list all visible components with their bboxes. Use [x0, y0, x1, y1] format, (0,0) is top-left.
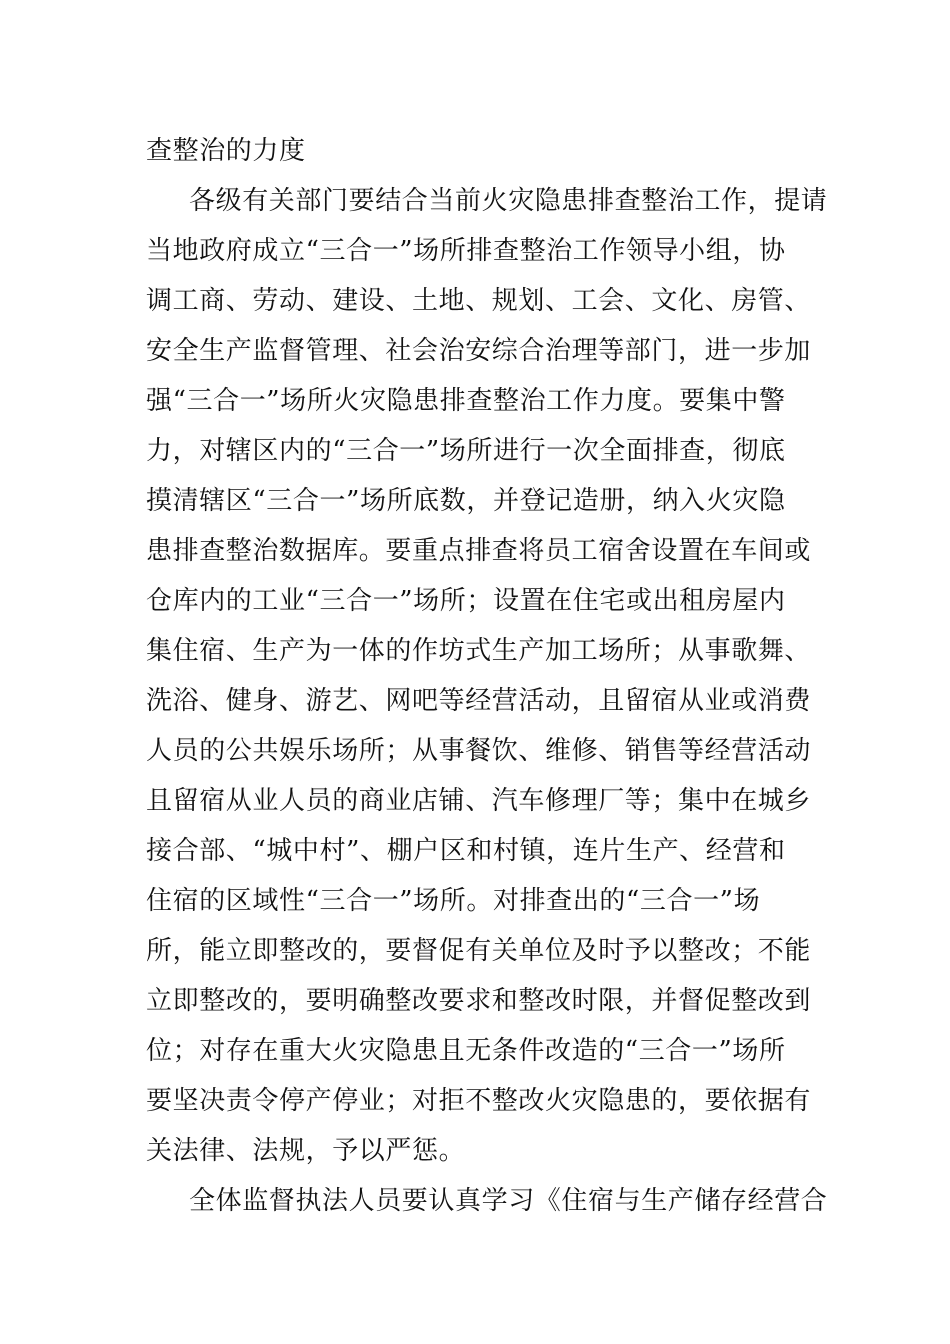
- text-line: 力，对辖区内的“三合一”场所进行一次全面排查，彻底: [146, 436, 786, 466]
- text-line: 调工商、劳动、建设、土地、规划、工会、文化、房管、: [146, 286, 812, 316]
- text-line: 位；对存在重大火灾隐患且无条件改造的“三合一”场所: [146, 1036, 786, 1066]
- text-line: 要坚决责令停产停业；对拒不整改火灾隐患的，要依据有: [146, 1086, 812, 1116]
- text-line: 住宿的区域性“三合一”场所。对排查出的“三合一”场: [146, 886, 761, 916]
- text-line: 且留宿从业人员的商业店铺、汽车修理厂等；集中在城乡: [146, 786, 812, 816]
- text-line: 仓库内的工业“三合一”场所；设置在住宅或出租房屋内: [146, 586, 786, 616]
- text-line: 摸清辖区“三合一”场所底数，并登记造册，纳入火灾隐: [146, 486, 786, 516]
- text-line: 强“三合一”场所火灾隐患排查整治工作力度。要集中警: [146, 386, 786, 416]
- text-line: 立即整改的，要明确整改要求和整改时限，并督促整改到: [146, 986, 812, 1016]
- body-text: [146, 126, 828, 1226]
- text-line: 患排查整治数据库。要重点排查将员工宿舍设置在车间或: [146, 536, 812, 566]
- text-line: 所，能立即整改的，要督促有关单位及时予以整改；不能: [146, 936, 812, 966]
- paragraph-first-line: 各级有关部门要结合当前火灾隐患排查整治工作，提请: [189, 186, 828, 216]
- text-line: 当地政府成立“三合一”场所排查整治工作领导小组，协: [146, 236, 786, 266]
- paragraph-first-line: 全体监督执法人员要认真学习《住宿与生产储存经营合: [189, 1186, 828, 1216]
- text-line: 集住宿、生产为一体的作坊式生产加工场所；从事歌舞、: [146, 636, 812, 666]
- text-line: 查整治的力度: [146, 136, 306, 166]
- text-line: 关法律、法规，予以严惩。: [146, 1136, 466, 1166]
- text-line: 洗浴、健身、游艺、网吧等经营活动，且留宿从业或消费: [146, 686, 812, 716]
- text-line: 接合部、“城中村”、棚户区和村镇，连片生产、经营和: [146, 836, 786, 866]
- text-line: 人员的公共娱乐场所；从事餐饮、维修、销售等经营活动: [146, 736, 812, 766]
- text-line: 安全生产监督管理、社会治安综合治理等部门，进一步加: [146, 336, 812, 366]
